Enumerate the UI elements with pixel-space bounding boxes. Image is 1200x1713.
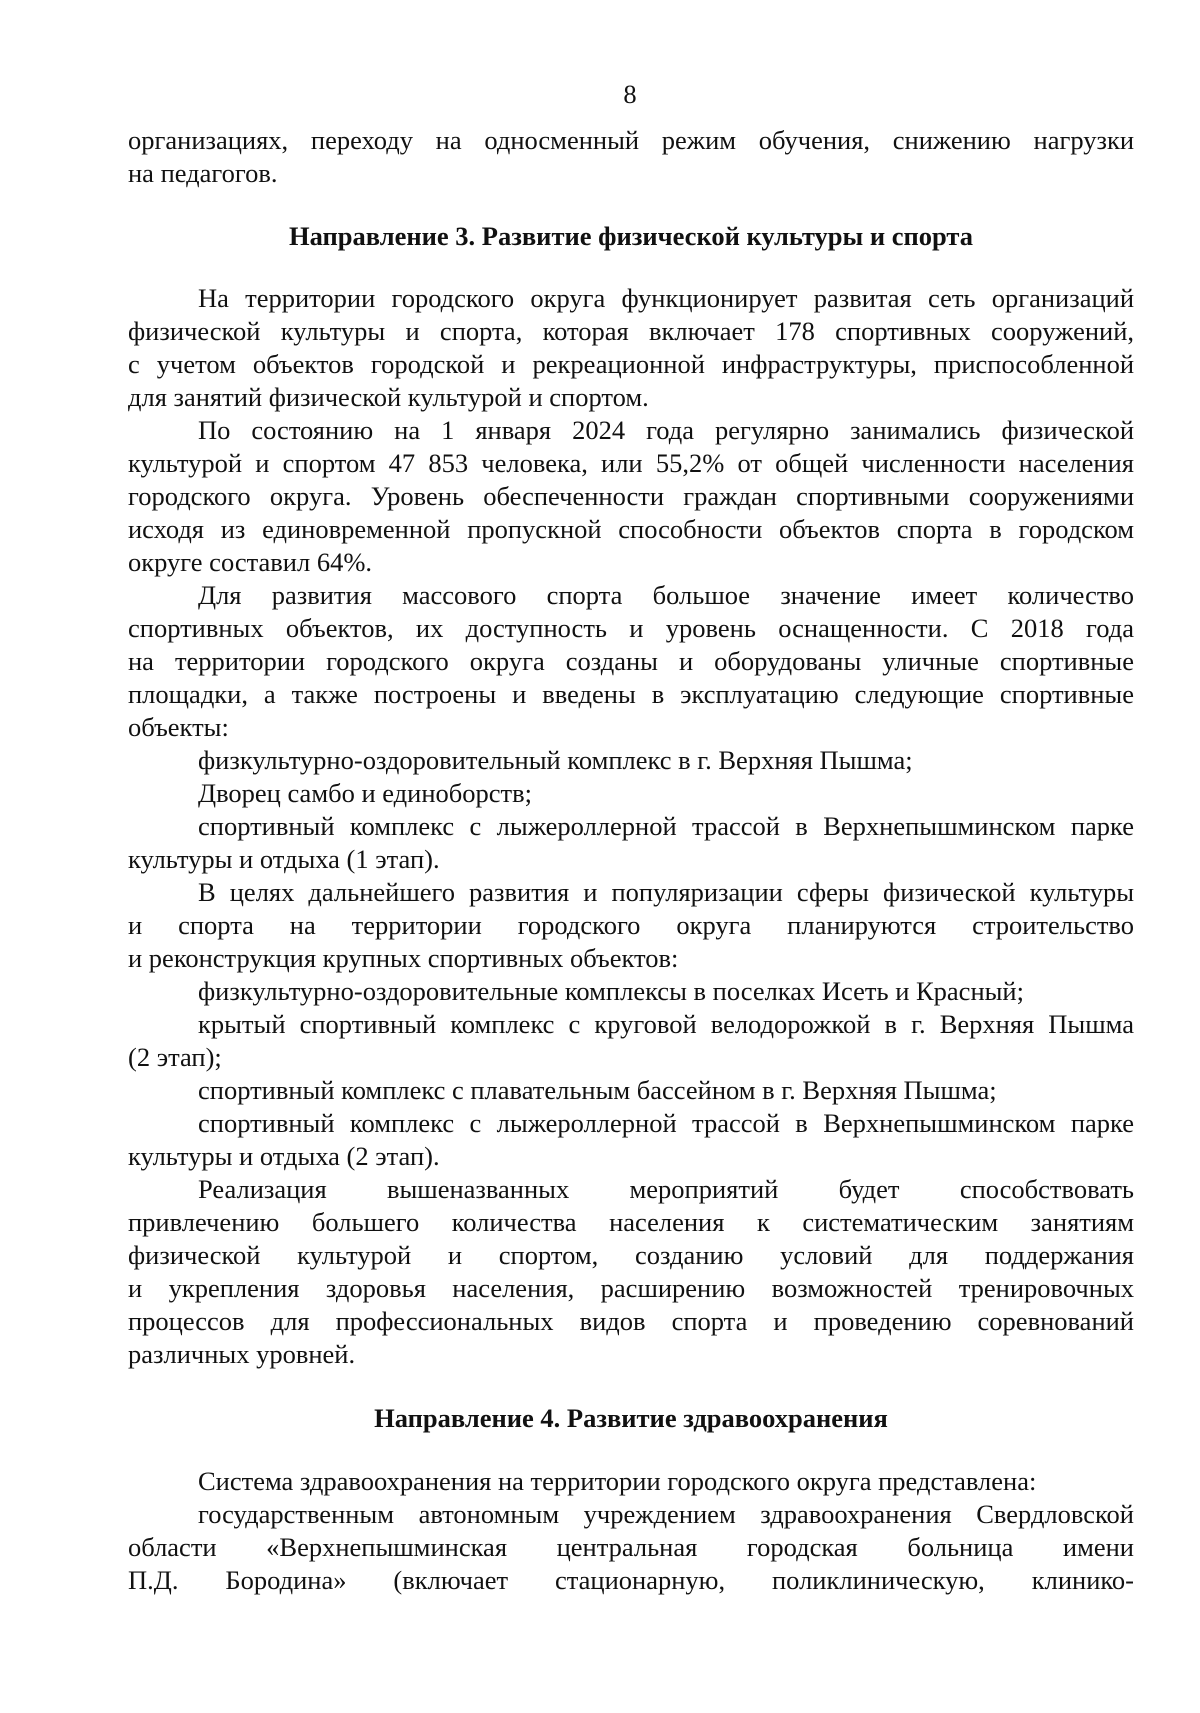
- paragraph-line: физической культуры и спорта, которая включает 178 спортивных сооружений,: [128, 316, 1134, 346]
- page-number: 8: [623, 79, 637, 109]
- list-item: спортивный комплекс с плавательным бассейном в г. Верхняя Пышма;: [198, 1075, 997, 1105]
- paragraph-line: области «Верхнепышминская центральная городская больница имени: [128, 1532, 1134, 1562]
- paragraph-line: Для развития массового спорта большое значение имеет количество: [198, 580, 1134, 610]
- paragraph-line: организациях, переходу на односменный режим обучения, снижению нагрузки: [128, 125, 1134, 155]
- paragraph-line: и реконструкция крупных спортивных объектов:: [128, 943, 679, 973]
- list-item: физкультурно-оздоровительные комплексы в поселках Исеть и Красный;: [198, 976, 1024, 1006]
- paragraph-line: процессов для профессиональных видов спорта и проведению соревнований: [128, 1306, 1134, 1336]
- list-item: спортивный комплекс с лыжероллерной трассой в Верхнепышминском парке: [198, 811, 1134, 841]
- list-item: (2 этап);: [128, 1042, 222, 1072]
- paragraph-line: различных уровней.: [128, 1339, 356, 1369]
- list-item: культуры и отдыха (1 этап).: [128, 844, 440, 874]
- list-item: культуры и отдыха (2 этап).: [128, 1141, 440, 1171]
- paragraph-line: На территории городского округа функционирует развитая сеть организаций: [198, 283, 1134, 313]
- paragraph-line: и спорта на территории городского округа планируются строительство: [128, 910, 1134, 940]
- paragraph-line: П.Д. Бородина» (включает стационарную, поликлиническую, клинико-: [128, 1565, 1134, 1595]
- list-item: физкультурно-оздоровительный комплекс в г. Верхняя Пышма;: [198, 745, 913, 775]
- paragraph-line: Реализация вышеназванных мероприятий будет способствовать: [198, 1174, 1134, 1204]
- list-item: спортивный комплекс с лыжероллерной трассой в Верхнепышминском парке: [198, 1108, 1134, 1138]
- paragraph-line: для занятий физической культурой и спортом.: [128, 382, 649, 412]
- paragraph-line: с учетом объектов городской и рекреационной инфраструктуры, приспособленной: [128, 349, 1134, 379]
- paragraph-line: Система здравоохранения на территории городского округа представлена:: [198, 1466, 1037, 1496]
- list-item: крытый спортивный комплекс с круговой велодорожкой в г. Верхняя Пышма: [198, 1009, 1134, 1039]
- paragraph-line: В целях дальнейшего развития и популяризации сферы физической культуры: [198, 877, 1134, 907]
- paragraph-line: культурой и спортом 47 853 человека, или 55,2% от общей численности населения: [128, 448, 1134, 478]
- paragraph-line: городского округа. Уровень обеспеченности граждан спортивными сооружениями: [128, 481, 1134, 511]
- paragraph-line: площадки, а также построены и введены в эксплуатацию следующие спортивные: [128, 679, 1134, 709]
- paragraph-line: объекты:: [128, 712, 229, 742]
- paragraph-line: государственным автономным учреждением здравоохранения Свердловской: [198, 1499, 1134, 1529]
- section-heading-sport: Направление 3. Развитие физической культуры и спорта: [289, 221, 973, 251]
- paragraph-line: спортивных объектов, их доступность и уровень оснащенности. С 2018 года: [128, 613, 1134, 643]
- paragraph-line: По состоянию на 1 января 2024 года регулярно занимались физической: [198, 415, 1134, 445]
- paragraph-line: физической культурой и спортом, созданию условий для поддержания: [128, 1240, 1134, 1270]
- paragraph-line: исходя из единовременной пропускной способности объектов спорта в городском: [128, 514, 1134, 544]
- paragraph-line: привлечению большего количества населения к систематическим занятиям: [128, 1207, 1134, 1237]
- paragraph-line: на педагогов.: [128, 158, 278, 188]
- paragraph-line: на территории городского округа созданы и оборудованы уличные спортивные: [128, 646, 1134, 676]
- paragraph-line: округе составил 64%.: [128, 547, 373, 577]
- list-item: Дворец самбо и единоборств;: [198, 778, 532, 808]
- section-heading-healthcare: Направление 4. Развитие здравоохранения: [374, 1403, 888, 1433]
- paragraph-line: и укрепления здоровья населения, расширению возможностей тренировочных: [128, 1273, 1134, 1303]
